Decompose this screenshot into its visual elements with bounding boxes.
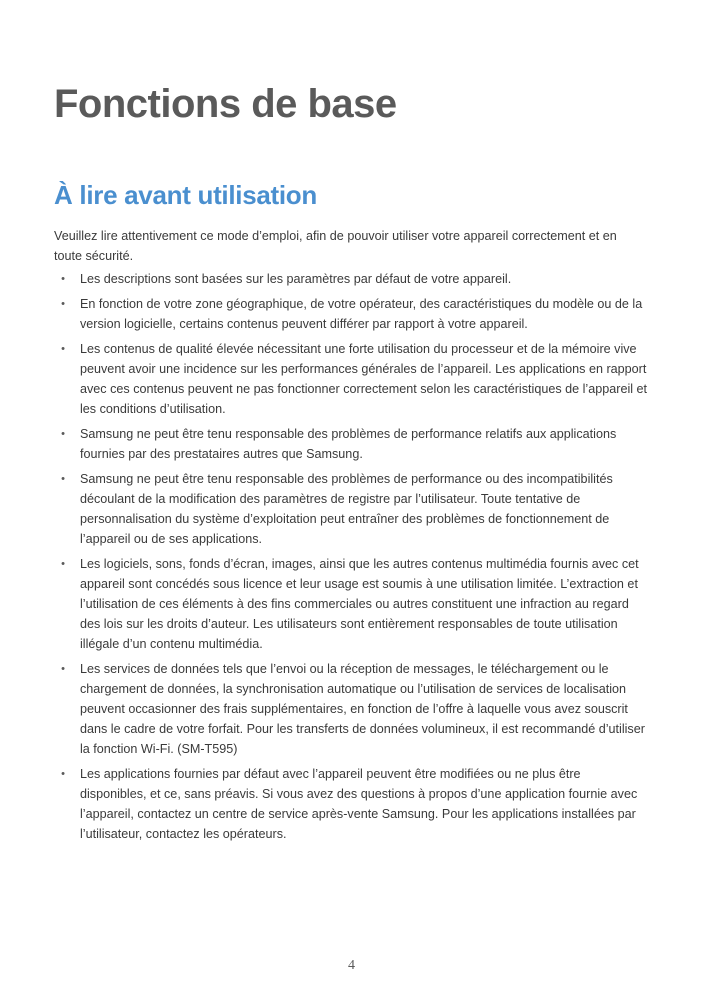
bullet-item — [54, 469, 650, 549]
bullet-dot-icon: • — [61, 768, 65, 780]
bullet-text: Les services de données tels que l’envoi ou la réception de messages, le téléchargement ou le chargement de données, la synchronisation automatique ou l’utilisation de services de localisation peuvent occasionner des frais supplémentaires, en fonction de l’offre à laquelle vous avez souscrit dans le cadre de votre forfait. Pour les transferts de données volumineux, il est recommandé d’utiliser la fonction Wi-Fi. (SM-T595) — [80, 662, 645, 756]
bullet-dot-icon: • — [61, 343, 65, 355]
bullet-text: En fonction de votre zone géographique, de votre opérateur, des caractéristiques du modèle ou de la version logicielle, certains contenus peuvent différer par rapport à votre appareil. — [80, 297, 643, 331]
section-title: À lire avant utilisation — [54, 180, 317, 210]
intro-paragraph: Veuillez lire attentivement ce mode d’emploi, afin de pouvoir utiliser votre appareil correctement et en toute sécurité. — [54, 229, 617, 263]
bullet-text: Samsung ne peut être tenu responsable des problèmes de performance relatifs aux applications fournies par des prestataires autres que Samsung. — [80, 427, 617, 461]
bullet-list — [54, 269, 650, 849]
bullet-dot-icon: • — [61, 663, 65, 675]
bullet-text: Les contenus de qualité élevée nécessitant une forte utilisation du processeur et de la mémoire vive peuvent avoir une incidence sur les performances générales de l’appareil. Les applications en rapport avec ces contenus peuvent ne pas fonctionner correctement selon les caractéristiques de l’appareil et les conditions d’utilisation. — [80, 342, 648, 416]
bullet-dot-icon: • — [61, 428, 65, 440]
chapter-title: Fonctions de base — [54, 82, 397, 126]
bullet-text: Les applications fournies par défaut avec l’appareil peuvent être modifiées ou ne plus être disponibles, et ce, sans préavis. Si vous avez des questions à propos d’une application fournie avec l’appareil, contactez un centre de service après-vente Samsung. Pour les applications installées par l’utilisateur, contactez les opérateurs. — [80, 767, 638, 841]
bullet-dot-icon: • — [61, 473, 65, 485]
bullet-text: Les descriptions sont basées sur les paramètres par défaut de votre appareil. — [80, 272, 512, 286]
bullet-dot-icon: • — [61, 273, 65, 285]
bullet-item — [54, 339, 650, 419]
bullet-item — [54, 554, 650, 654]
bullet-dot-icon: • — [61, 298, 65, 310]
page-number: 4 — [348, 958, 355, 973]
bullet-text: Samsung ne peut être tenu responsable des problèmes de performance ou des incompatibilités découlant de la modification des paramètres de registre par l’utilisateur. Toute tentative de personnalisation du système d’exploitation peut entraîner des problèmes de fonctionnement de l’appareil ou de ses applications. — [80, 472, 613, 546]
bullet-item — [54, 659, 650, 759]
bullet-text: Les logiciels, sons, fonds d’écran, images, ainsi que les autres contenus multimédia fournis avec cet appareil sont concédés sous licence et leur usage est soumis à une utilisation limitée. L’extraction et l’utilisation de ces éléments à des fins commerciales ou autres constituent une infraction au regard des lois sur les droits d’auteur. Les utilisateurs sont entièrement responsables de toute utilisation illégale d’un contenu multimédia. — [80, 557, 639, 651]
bullet-item — [54, 764, 650, 844]
bullet-dot-icon: • — [61, 558, 65, 570]
bullet-item — [54, 269, 650, 289]
bullet-item — [54, 294, 650, 334]
bullet-item — [54, 424, 650, 464]
